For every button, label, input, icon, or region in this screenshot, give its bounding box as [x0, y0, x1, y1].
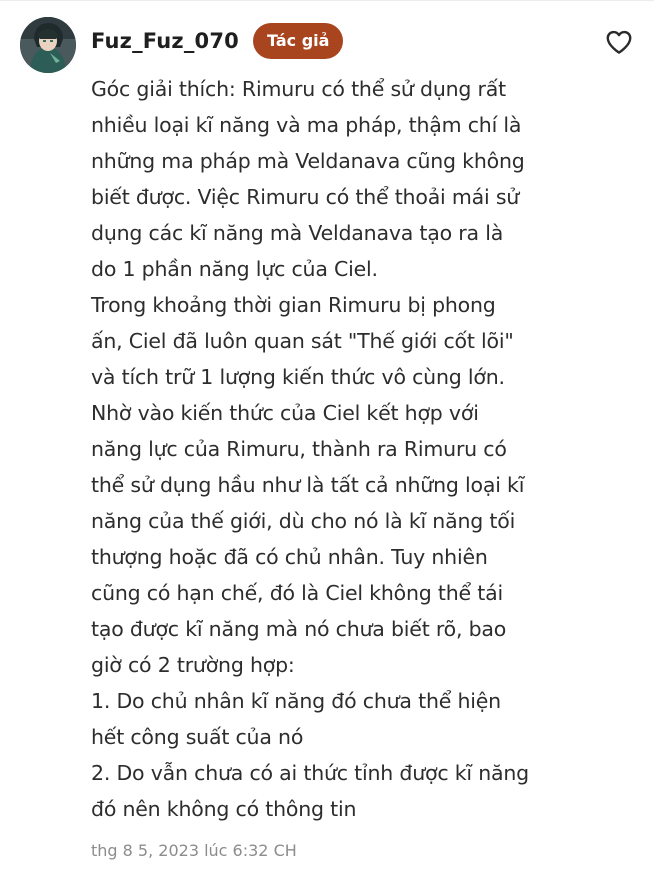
heart-outline-icon — [604, 27, 634, 57]
author-badge: Tác giả — [253, 23, 343, 59]
comment-body: Góc giải thích: Rimuru có thể sử dụng rất nhiều loại kĩ năng và ma pháp, thậm chí là những ma pháp mà Veldanava cũng không biết được. Việc Rimuru có thể thoải mái sử dụng các kĩ năng mà Veldanava tạo ra là do 1 phần năng lực của Ciel. Trong khoảng thời gian Rimuru bị phong ấn, Ciel đã luôn quan sát "Thế giới cốt lõi" và tích trữ 1 lượng kiến thức vô cùng lớn. Nhờ vào kiến thức của Ciel kết hợp với năng lực của Rimuru, thành ra Rimuru có thể sử dụng hầu như là tất cả những loại kĩ năng của thế giới, dù cho nó là kĩ năng tối thượng hoặc đã có chủ nhân. Tuy nhiên cũng có hạn chế, đó là Ciel không thể tái tạo được kĩ năng mà nó chưa biết rõ, bao giờ có 2 trường hợp: 1. Do chủ nhân kĩ năng đó chưa thể hiện hết công suất của nó 2. Do vẫn chưa có ai thức tỉnh được kĩ năng đó nên không có thông tin — [91, 77, 529, 821]
like-button[interactable] — [604, 27, 634, 57]
comment-header — [91, 21, 343, 61]
comment-timestamp: thg 8 5, 2023 lúc 6:32 CH — [91, 841, 297, 860]
avatar[interactable] — [20, 17, 76, 73]
username[interactable]: Fuz_Fuz_070 — [91, 29, 239, 53]
